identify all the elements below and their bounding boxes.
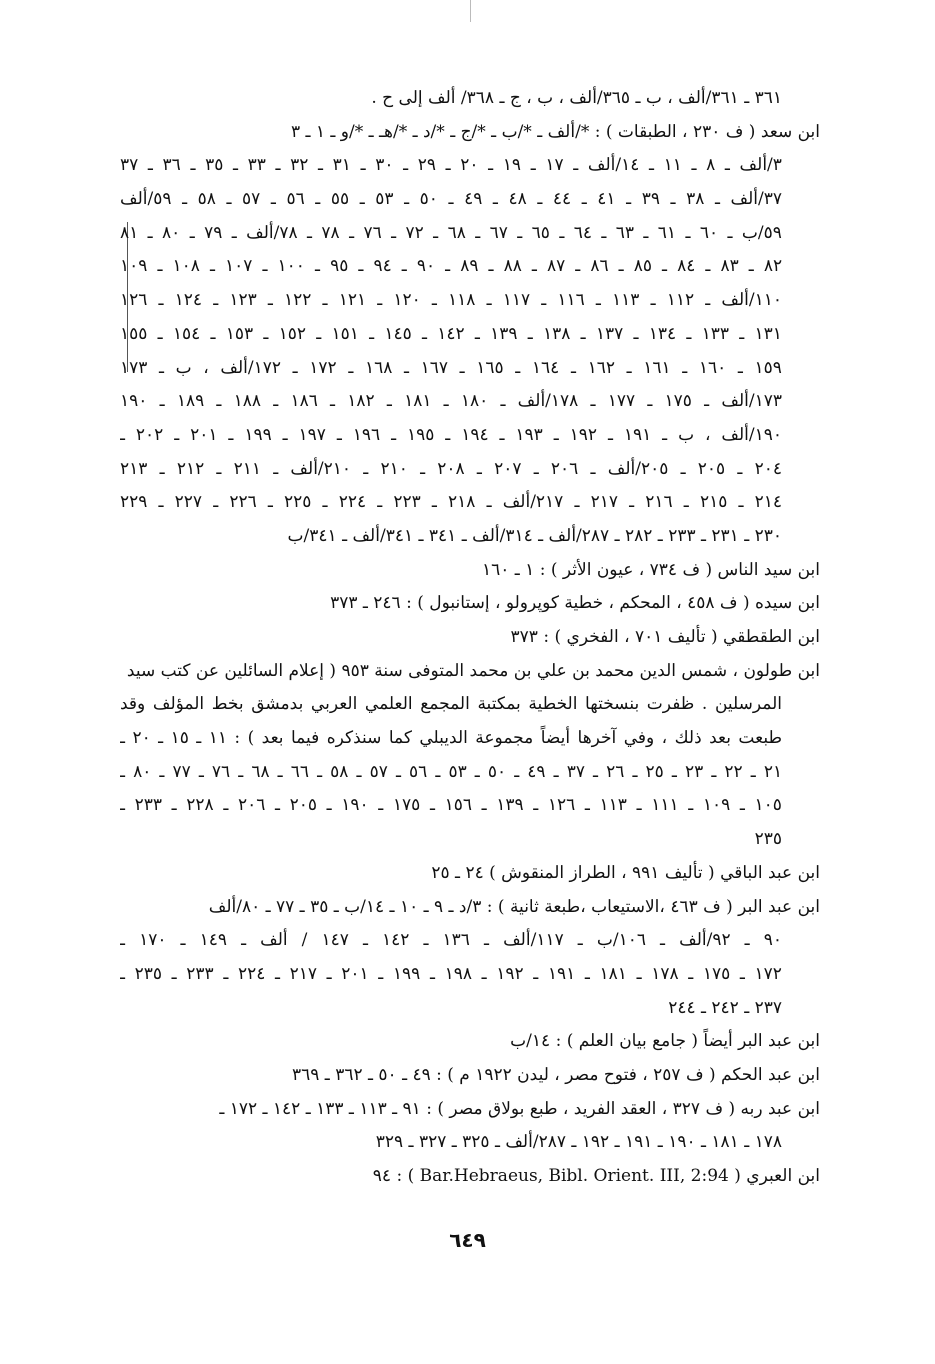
index-entry-heading: ابن سيد الناس ( ف ٧٣٤ ، عيون الأثر ) : ١ ـ ١٦٠ <box>481 559 820 580</box>
index-entry-continuation: ١٣١ ـ ١٣٣ ـ ١٣٤ ـ ١٣٧ ـ ١٣٨ ـ ١٣٩ ـ ١٤٢ ـ ١٤٥ ـ ١٥١ ـ ١٥٢ ـ ١٥٣ ـ ١٥٤ ـ ١٥٥ <box>120 323 782 344</box>
index-entry-continuation: ١٩٠/ألف ، ب ـ ١٩١ ـ ١٩٢ ـ ١٩٣ ـ ١٩٤ ـ ١٩٥ ـ ١٩٦ ـ ١٩٧ ـ ١٩٩ ـ ٢٠١ ـ ٢٠٢ ـ <box>120 424 783 445</box>
page-number: ٦٤٩ <box>449 1228 486 1252</box>
index-entry-continuation: ١٧٢ ـ ١٧٥ ـ ١٧٨ ـ ١٨١ ـ ١٩١ ـ ١٩٢ ـ ١٩٨ ـ ١٩٩ ـ ٢٠١ ـ ٢١٧ ـ ٢٢٤ ـ ٢٣٣ ـ ٢٣٥ ـ <box>120 963 782 984</box>
index-entry-heading: ابن عبد البر ( ف ٤٦٣ ،الاستيعاب ،طبعة ثانية ) : ٣/د ـ ٩ ـ ١٠ ـ ١٤/ب ـ ٣٥ ـ ٧٧ ـ ٨٠/ألف <box>208 896 820 917</box>
index-entry-heading: ابن سيده ( ف ٤٥٨ ، المحكم ، خطية كوپرولو ، إستانبول ) : ٢٤٦ ـ ٣٧٣ <box>330 593 820 614</box>
index-entry-continuation: ٢٠٤ ـ ٢٠٥ ـ ٢٠٥/ألف ـ ٢٠٦ ـ ٢٠٧ ـ ٢٠٨ ـ ٢١٠ ـ ٢١٠/ألف ـ ٢١١ ـ ٢١٢ ـ ٢١٣ <box>120 458 782 479</box>
index-entry-continuation: ٢١ ـ ٢٢ ـ ٢٣ ـ ٢٥ ـ ٢٦ ـ ٣٧ ـ ٤٩ ـ ٥٠ ـ ٥٣ ـ ٥٦ ـ ٥٧ ـ ٥٨ ـ ٦٦ ـ ٦٨ ـ ٧٦ ـ ٧٧ ـ ٨٠ ـ <box>120 761 783 782</box>
index-entry-heading: ابن عبد البر أيضاً ( جامع بيان العلم ) : ١٤/ب <box>510 1031 820 1052</box>
index-column <box>120 82 820 1194</box>
index-entry-continuation: ٣٦١ ـ ٣٦١/ألف ، ب ـ ٣٦٥/ألف ، ب ، ج ـ ٣٦٨/ ألف إلى ح . <box>371 88 782 108</box>
index-entry-continuation: ١٥٩ ـ ١٦٠ ـ ١٦١ ـ ١٦٢ ـ ١٦٤ ـ ١٦٥ ـ ١٦٧ ـ ١٦٨ ـ ١٧٢ ـ ١٧٢/ألف ، ب ـ ١٧٣ <box>120 357 782 378</box>
index-entry-continuation: ٨٢ ـ ٨٣ ـ ٨٤ ـ ٨٥ ـ ٨٦ ـ ٨٧ ـ ٨٨ ـ ٨٩ ـ ٩٠ ـ ٩٤ ـ ٩٥ ـ ١٠٠ ـ ١٠٧ ـ ١٠٨ ـ ١٠٩ <box>120 256 783 277</box>
index-entry-continuation: ١١٠/ألف ـ ١١٢ ـ ١١٣ ـ ١١٦ ـ ١١٧ ـ ١١٨ ـ ١٢٠ ـ ١٢١ ـ ١٢٢ ـ ١٢٣ ـ ١٢٤ ـ ١٢٦ <box>120 290 783 311</box>
index-entry-heading: ابن سعد ( ف ٢٣٠ ، الطبقات ) : *‍/ألف ـ *‍/ب ـ *‍/ج ـ *‍/د ـ *‍/هـ ـ *‍/و ـ ١ ـ ٣ <box>290 121 820 142</box>
index-entry-continuation: ٩٠ ـ ٩٢/ألف ـ ١٠٦/ب ـ ١١٧/ألف ـ ١٣٦ ـ ١٤٢ ـ ١٤٧ / ألف ـ ١٤٩ ـ ١٧٠ ـ <box>120 930 782 951</box>
index-entry-heading: ابن عبد ربه ( ف ٣٢٧ ، العقد الفريد ، طبع بولاق مصر ) : ٩١ ـ ١١٣ ـ ١٣٣ ـ ١٤٢ ـ ١٧٢ ـ <box>219 1098 820 1119</box>
index-entry-continuation: ١٠٥ ـ ١٠٩ ـ ١١١ ـ ١١٣ ـ ١٢٦ ـ ١٣٩ ـ ١٥٦ ـ ١٧٥ ـ ١٩٠ ـ ٢٠٥ ـ ٢٠٦ ـ ٢٢٨ ـ ٢٣٣ ـ <box>120 795 782 816</box>
index-entry-heading: ابن عبد الباقي ( تأليف ٩٩١ ، الطراز المنقوش ) ٢٤ ـ ٢٥ <box>431 862 820 883</box>
index-entry-heading: ابن الطقطقي ( تأليف ٧٠١ ، الفخري ) : ٣٧٣ <box>510 627 820 647</box>
index-entry-continuation: ٣/ألف ـ ٨ ـ ١١ ـ ١٤/ألف ـ ١٧ ـ ١٩ ـ ٢٠ ـ ٢٩ ـ ٣٠ ـ ٣١ ـ ٣٢ ـ ٣٣ ـ ٣٥ ـ ٣٦ ـ ٣٧ <box>120 155 782 176</box>
index-entry-continuation: ١٧٨ ـ ١٨١ ـ ١٩٠ ـ ١٩١ ـ ١٩٢ ـ ٢٨٧/ألف ـ ٣٢٥ ـ ٣٢٧ ـ ٣٢٩ <box>375 1132 782 1153</box>
index-entry-continuation: ٥٩/ب ـ ٦٠ ـ ٦١ ـ ٦٣ ـ ٦٤ ـ ٦٥ ـ ٦٧ ـ ٦٨ ـ ٧٢ ـ ٧٦ ـ ٧٨ ـ ٧٨/ألف ـ ٧٩ ـ ٨٠ ـ ٨١ <box>120 222 782 243</box>
scan-mark <box>470 0 472 22</box>
index-entry-continuation: ٢٣٧ ـ ٢٤٢ ـ ٢٤٤ <box>668 997 782 1018</box>
index-entry-continuation: طبعت بعد ذلك ، وفي آخرها أيضاً مجموعة الديبلي كما سنذكره فيما بعد ) : ١١ ـ ١٥ ـ ٢٠ ـ <box>120 728 782 749</box>
index-entry-continuation: ٢٣٠ ـ ٢٣١ ـ ٢٣٣ ـ ٢٨٢ ـ ٢٨٧/ألف ـ ٣١٤/ألف ـ ٣٤١ ـ ٣٤١/ألف ـ ٣٤١/ب <box>287 525 782 546</box>
index-entry-heading: ابن العبري ( Bar.Hebraeus, Bibl. Orient. III, 2:94 ) : ٩٤ <box>372 1166 820 1186</box>
index-entry-continuation: ١٧٣/ألف ـ ١٧٥ ـ ١٧٧ ـ ١٧٨/ألف ـ ١٨٠ ـ ١٨١ ـ ١٨٢ ـ ١٨٦ ـ ١٨٨ ـ ١٨٩ ـ ١٩٠ <box>120 391 782 412</box>
index-entry-heading: ابن عبد الحكم ( ف ٢٥٧ ، فتوح مصر ، ليدن ١٩٢٢ م ) : ٤٩ ـ ٥٠ ـ ٣٦٢ ـ ٣٦٩ <box>292 1064 820 1085</box>
index-entry-continuation: المرسلين . ظفرت بنسختها الخطية بمكتبة المجمع العلمي العربي بدمشق بخط المؤلف وقد <box>120 694 782 715</box>
index-entry-continuation: ٢٣٥ <box>754 829 782 850</box>
index-entry-heading: ابن طولون ، شمس الدين محمد بن علي بن محمد المتوفى سنة ٩٥٣ ( إعلام السائلين عن كتب سيد <box>126 660 820 681</box>
index-entry-continuation: ٣٧/ألف ـ ٣٨ ـ ٣٩ ـ ٤١ ـ ٤٤ ـ ٤٨ ـ ٤٩ ـ ٥٠ ـ ٥٣ ـ ٥٥ ـ ٥٦ ـ ٥٧ ـ ٥٨ ـ ٥٩/ألف <box>120 189 782 210</box>
index-entry-continuation: ٢١٤ ـ ٢١٥ ـ ٢١٦ ـ ٢١٧ ـ ٢١٧/ألف ـ ٢١٨ ـ ٢٢٣ ـ ٢٢٤ ـ ٢٢٥ ـ ٢٢٦ ـ ٢٢٧ ـ ٢٢٩ <box>120 492 783 513</box>
